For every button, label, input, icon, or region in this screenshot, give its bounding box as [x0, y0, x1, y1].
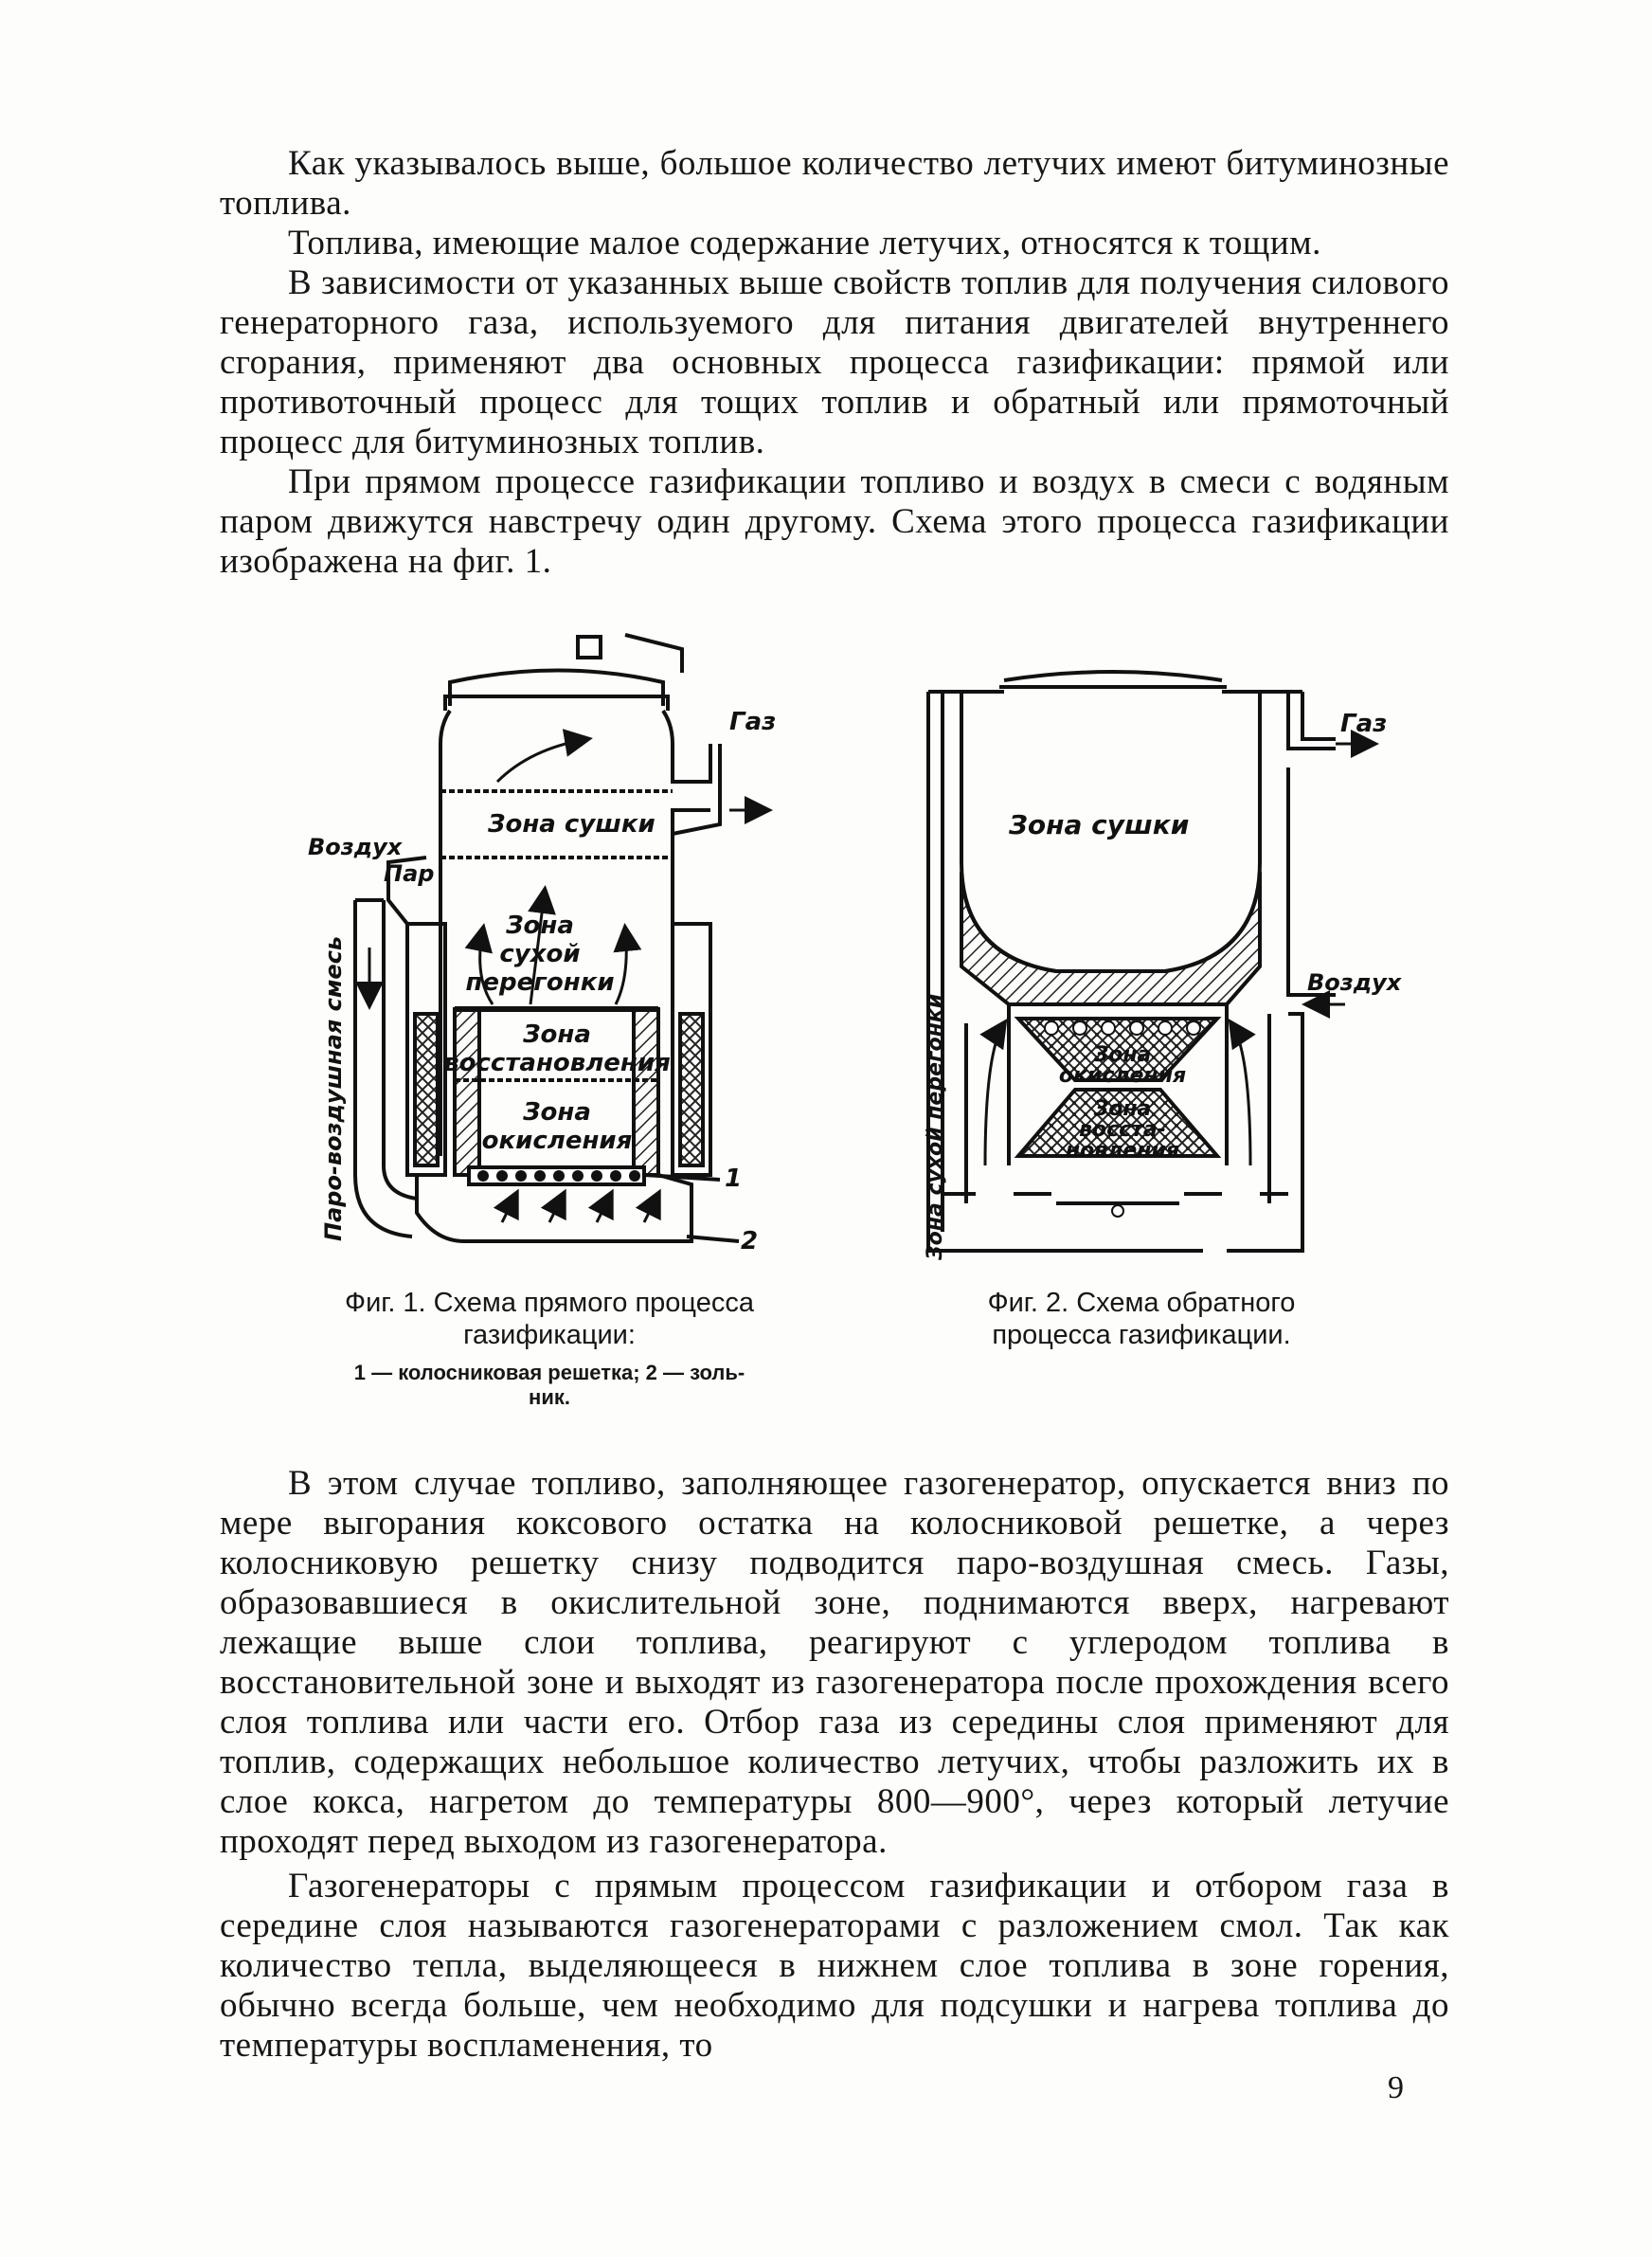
- fig1-label-steam-air-mix: Паро-воздушная смесь: [320, 935, 347, 1241]
- paragraph-3: В зависимости от указанных выше свойств топлив для получения силового генераторного газа, используемого для питания двигателей внутреннего сгорания, применяют два основных процесса газификации: прямой или противоточный процесс для тощих топлив и обратный или прямоточный процесс для битуминозных топлив.: [220, 263, 1449, 461]
- fig1-label-drying: Зона сушки: [488, 810, 655, 839]
- paragraph-5: В этом случае топливо, заполняющее газогенератор, опускается вниз по мере выгорания коксового остатка на колосниковой решетке, а через колосниковую решетку снизу подводится паро-воздушная смесь. Газы, образовавшиеся в окислительной зоне, поднимаются вверх, нагревают лежащие выше слои топлива, реагируют с углеродом топлива в восстановительной зоне и выходят из газогенератора после прохождения всего слоя топлива или части его. Отбор газа из середины слоя применяют для топлив, содержащих небольшое количество летучих, чтобы разложить их в слое кокса, нагретом до температуры 800—900°, через который летучие проходят перед выходом из газогенератора.: [220, 1464, 1449, 1861]
- fig1-label-oxid-2: окисления: [481, 1127, 633, 1155]
- fig1-label-distill-1: Зона: [506, 912, 574, 940]
- fig1-label-air: Воздух: [308, 834, 403, 860]
- paragraph-1: Как указывалось выше, большое количество летучих имеют битуминозные топлива.: [220, 144, 1449, 223]
- fig2-label-reduct-2: восста-: [1079, 1118, 1166, 1142]
- fig2-label-reduct-3: новления: [1065, 1139, 1180, 1163]
- fig1-label-distill-2: сухой: [499, 940, 581, 968]
- fig2-label-gas: Газ: [1340, 710, 1388, 738]
- fig2-caption: [900, 1287, 1383, 1351]
- fig1-caption: [284, 1287, 815, 1351]
- paragraph-6: Газогенераторы с прямым процессом газификации и отбором газа в середине слоя называются газогенераторами с разложением смол. Так как количество тепла, выделяющееся в нижнем слое топлива в зоне горения, обычно всегда больше, чем необходимо для подсушки и нагрева топлива до температуры воспламенения, то: [220, 1867, 1449, 2065]
- fig1-legend: [284, 1361, 815, 1410]
- fig2-caption-line-2: процесса газификации.: [992, 1320, 1291, 1350]
- fig1-label-reduct-2: восстановления: [443, 1049, 671, 1077]
- fig1-legend-line-1: 1 — колосниковая решетка; 2 — золь-: [353, 1361, 745, 1384]
- paragraph-4: При прямом процессе газификации топливо и воздух в смеси с водяным паром движутся навстречу один другому. Схема этого процесса газификации изображена на фиг. 1.: [220, 462, 1449, 581]
- fig2-label-oxid-2: окисления: [1058, 1064, 1187, 1088]
- fig1-label-distill-3: перегонки: [465, 968, 615, 997]
- fig1-caption-line-1: Фиг. 1. Схема прямого процесса: [345, 1288, 754, 1318]
- fig2-label-air: Воздух: [1307, 969, 1402, 996]
- fig1-caption-line-2: газификации:: [463, 1320, 636, 1350]
- fig2-label-oxid-1: Зона: [1093, 1043, 1152, 1067]
- paragraph-2: Топлива, имеющие малое содержание летучих, относятся к тощим.: [288, 224, 1321, 262]
- fig2-label-dry-distill: Зона сухой перегонки: [924, 993, 947, 1260]
- fig2-label-reduct-1: Зона: [1093, 1097, 1152, 1121]
- fig2-label-drying: Зона сушки: [1009, 809, 1190, 840]
- figure-1-diagram: [303, 606, 796, 1270]
- fig1-label-num2: 2: [741, 1227, 759, 1255]
- fig2-caption-line-1: Фиг. 2. Схема обратного: [987, 1288, 1296, 1318]
- fig1-label-gas: Газ: [729, 708, 777, 736]
- fig1-label-reduct-1: Зона: [523, 1020, 591, 1049]
- page-number: 9: [1388, 2070, 1404, 2105]
- fig1-legend-line-2: ник.: [529, 1385, 570, 1409]
- figure-2-diagram: [909, 654, 1402, 1270]
- fig1-label-oxid-1: Зона: [523, 1098, 591, 1127]
- fig1-label-steam: Пар: [384, 860, 435, 887]
- fig1-label-num1: 1: [725, 1165, 743, 1193]
